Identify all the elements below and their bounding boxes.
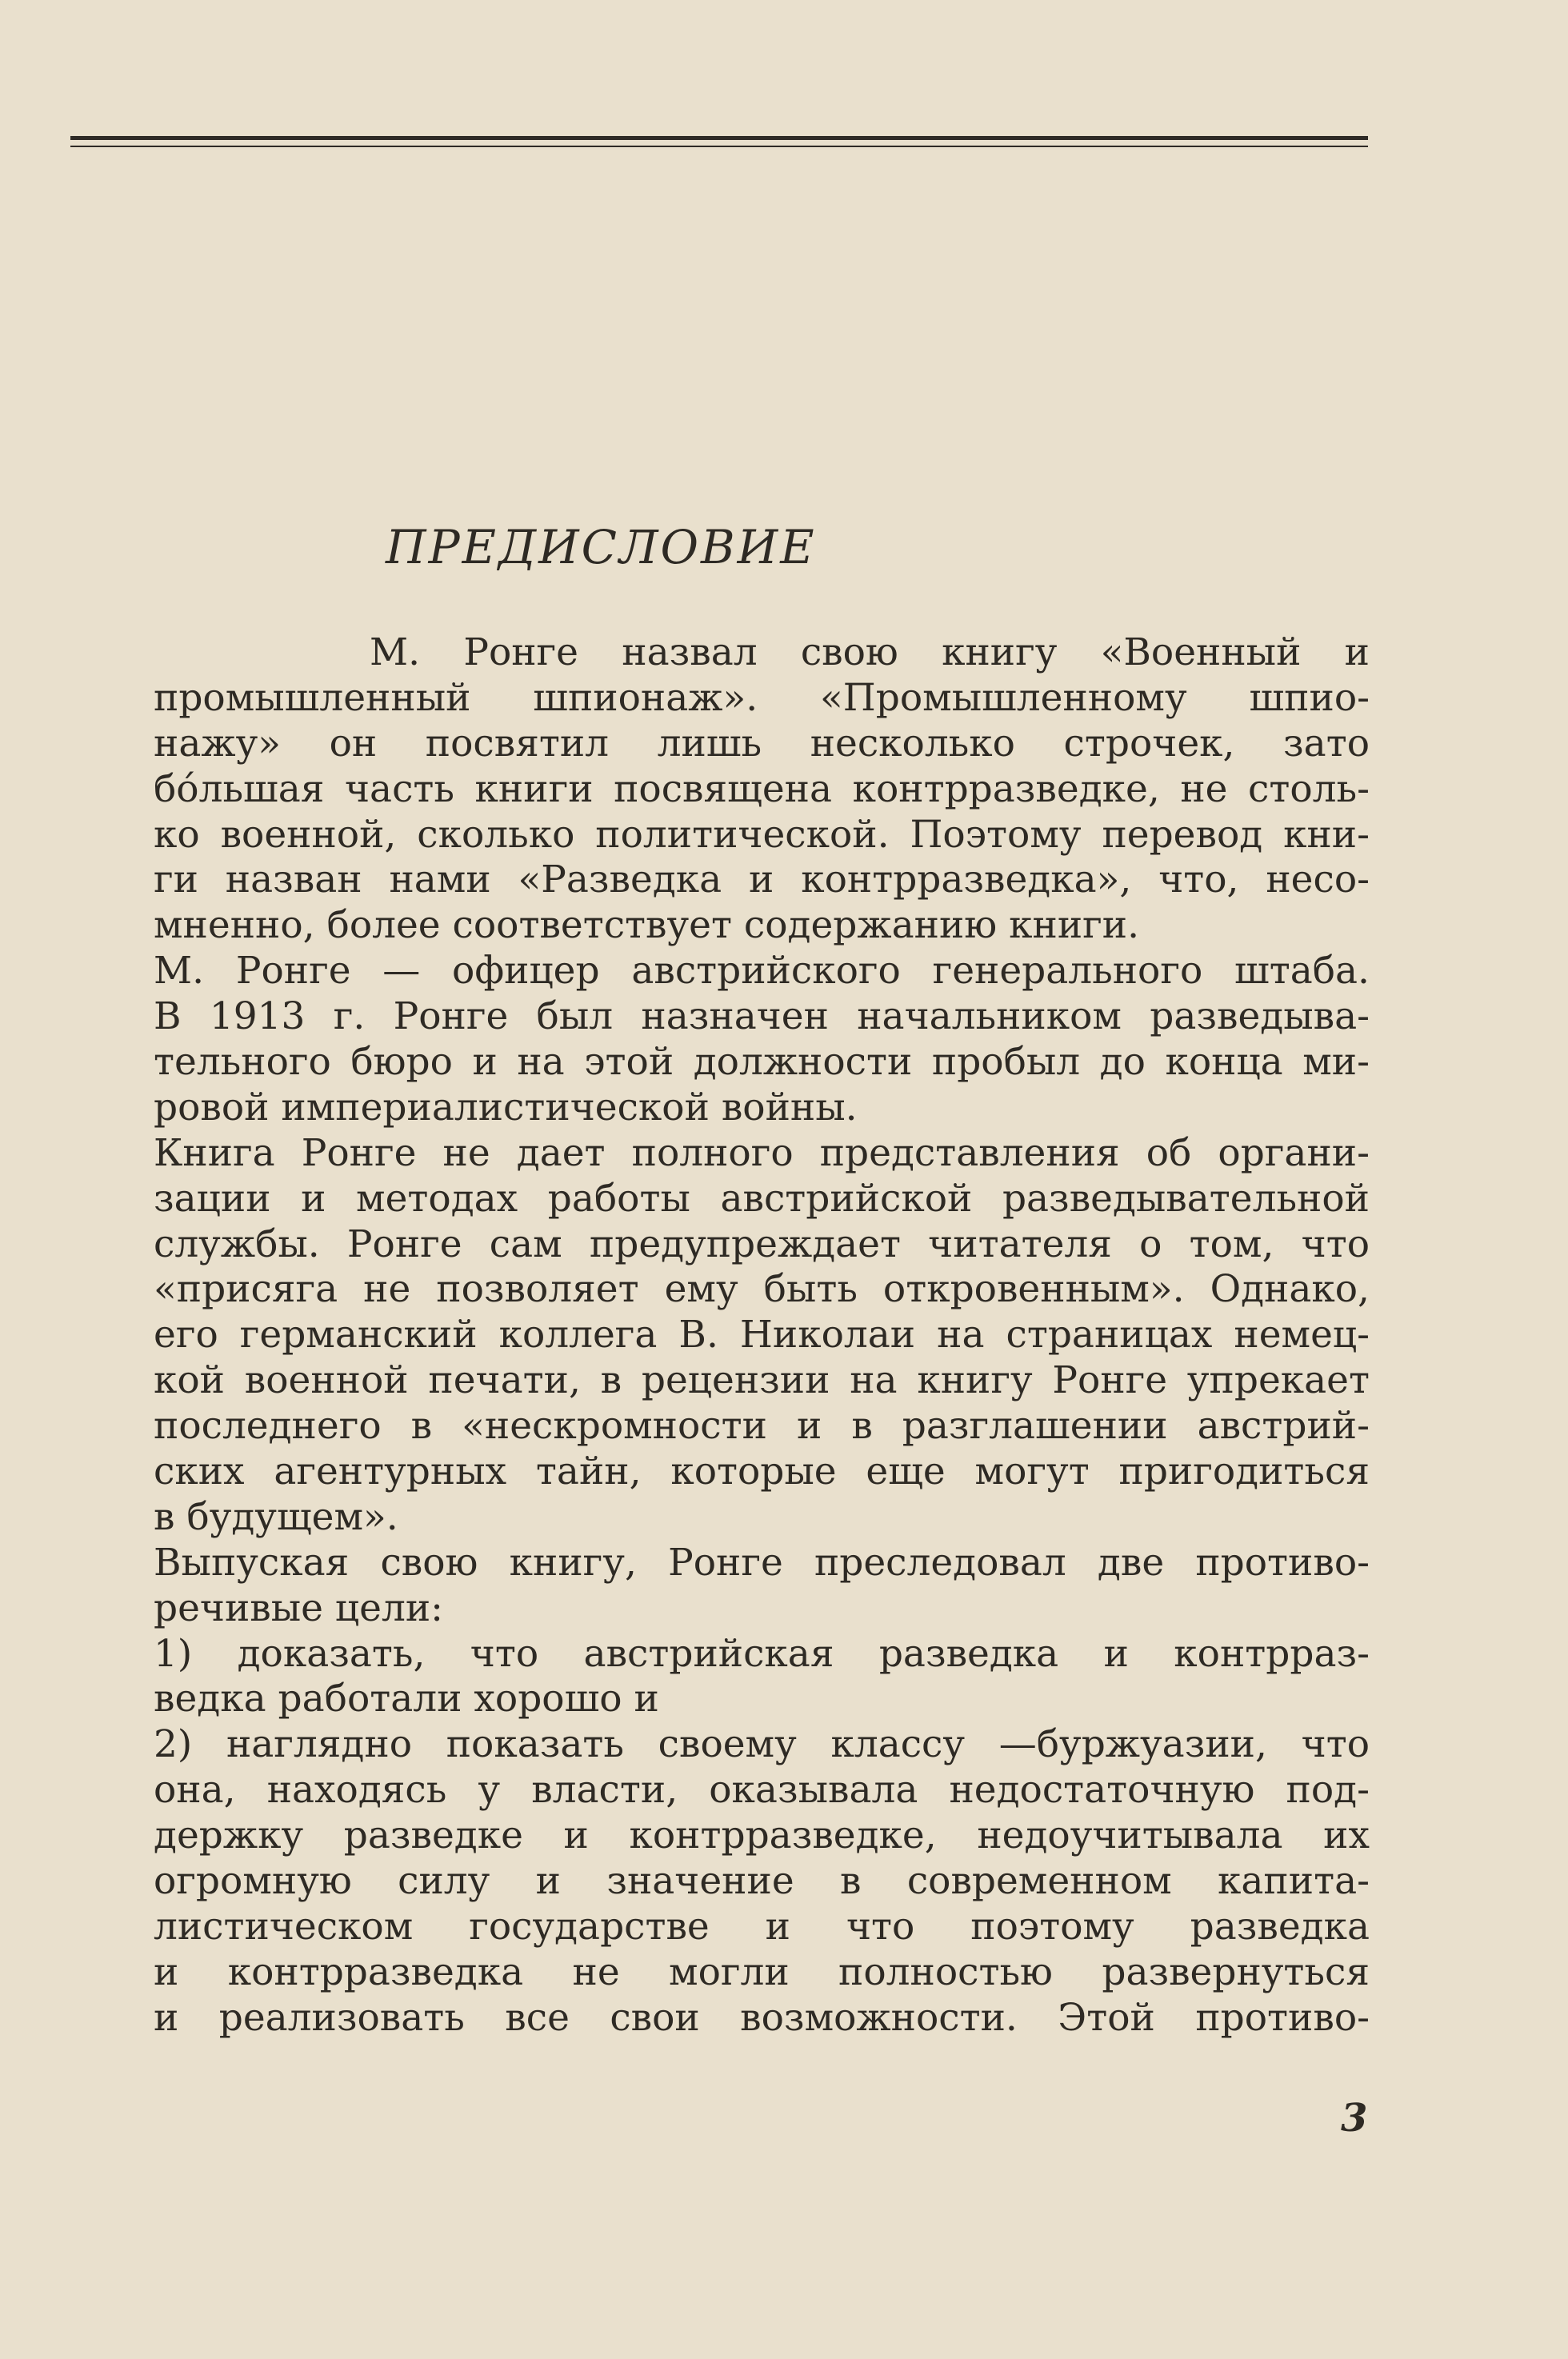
text-line: речивые цели: (154, 1585, 443, 1630)
page-number: 3 (1341, 2096, 1368, 2141)
text-line: службы. Ронге сам предупреждает читателя о том, что (154, 1221, 1370, 1266)
text-line: В 1913 г. Ронге был назначен начальником разведыва- (154, 994, 1370, 1039)
text-line: листическом государстве и что поэтому разведка (154, 1904, 1370, 1949)
text-line: кой военной печати, в рецензии на книгу Ронге упрекает (154, 1358, 1370, 1403)
text-line: его германский коллега В. Николаи на страницах немец- (154, 1313, 1370, 1357)
text-line: в будущем». (154, 1494, 398, 1539)
text-line: ведка работали хорошо и (154, 1677, 659, 1721)
text-line: бо́льшая часть книги посвящена контрразведке, не столь- (154, 766, 1370, 811)
text-line: Выпуская свою книгу, Ронге преследовал две противо- (154, 1540, 1370, 1585)
text-line: промышленный шпионаж». «Промышленному шпио- (154, 675, 1370, 720)
text-line: она, находясь у власти, оказывала недостаточную под- (154, 1768, 1370, 1813)
header-rule-thin (70, 146, 1368, 147)
text-line: 2) наглядно показать своему классу —буржуазии, что (154, 1722, 1370, 1767)
text-line: 1) доказать, что австрийская разведка и контрраз- (154, 1631, 1370, 1676)
text-line: огромную силу и значение в современном капита- (154, 1859, 1370, 1904)
text-line: М. Ронге — офицер австрийского генерального штаба. (154, 949, 1370, 994)
text-line: последнего в «нескромности и в разглашении австрий- (154, 1404, 1370, 1449)
body-text (154, 630, 1370, 2041)
text-line: ги назван нами «Разведка и контрразведка», что, несо- (154, 858, 1370, 902)
page-heading: ПРЕДИСЛОВИЕ (386, 520, 817, 574)
text-line: тельного бюро и на этой должности пробыл до конца ми- (154, 1040, 1370, 1085)
header-rule-thick (70, 136, 1368, 140)
text-line: держку разведке и контрразведке, недоучитывала их (154, 1813, 1370, 1858)
text-line: мненно, более соответствует содержанию книги. (154, 903, 1140, 948)
text-line: «присяга не позволяет ему быть откровенным». Однако, (154, 1267, 1370, 1312)
text-line: ко военной, сколько политической. Поэтому перевод кни- (154, 812, 1370, 857)
text-line: ских агентурных тайн, которые еще могут пригодиться (154, 1449, 1370, 1494)
text-line: Книга Ронге не дает полного представления об органи- (154, 1130, 1370, 1175)
text-line: зации и методах работы австрийской разведывательной (154, 1176, 1370, 1221)
text-line: и реализовать все свои возможности. Этой противо- (154, 1995, 1370, 2040)
text-line: и контрразведка не могли полностью развернуться (154, 1949, 1370, 1994)
text-line: нажу» он посвятил лишь несколько строчек, зато (154, 721, 1370, 766)
text-line: М. Ронге назвал свою книгу «Военный и (370, 630, 1370, 674)
text-line: ровой империалистической войны. (154, 1085, 858, 1130)
